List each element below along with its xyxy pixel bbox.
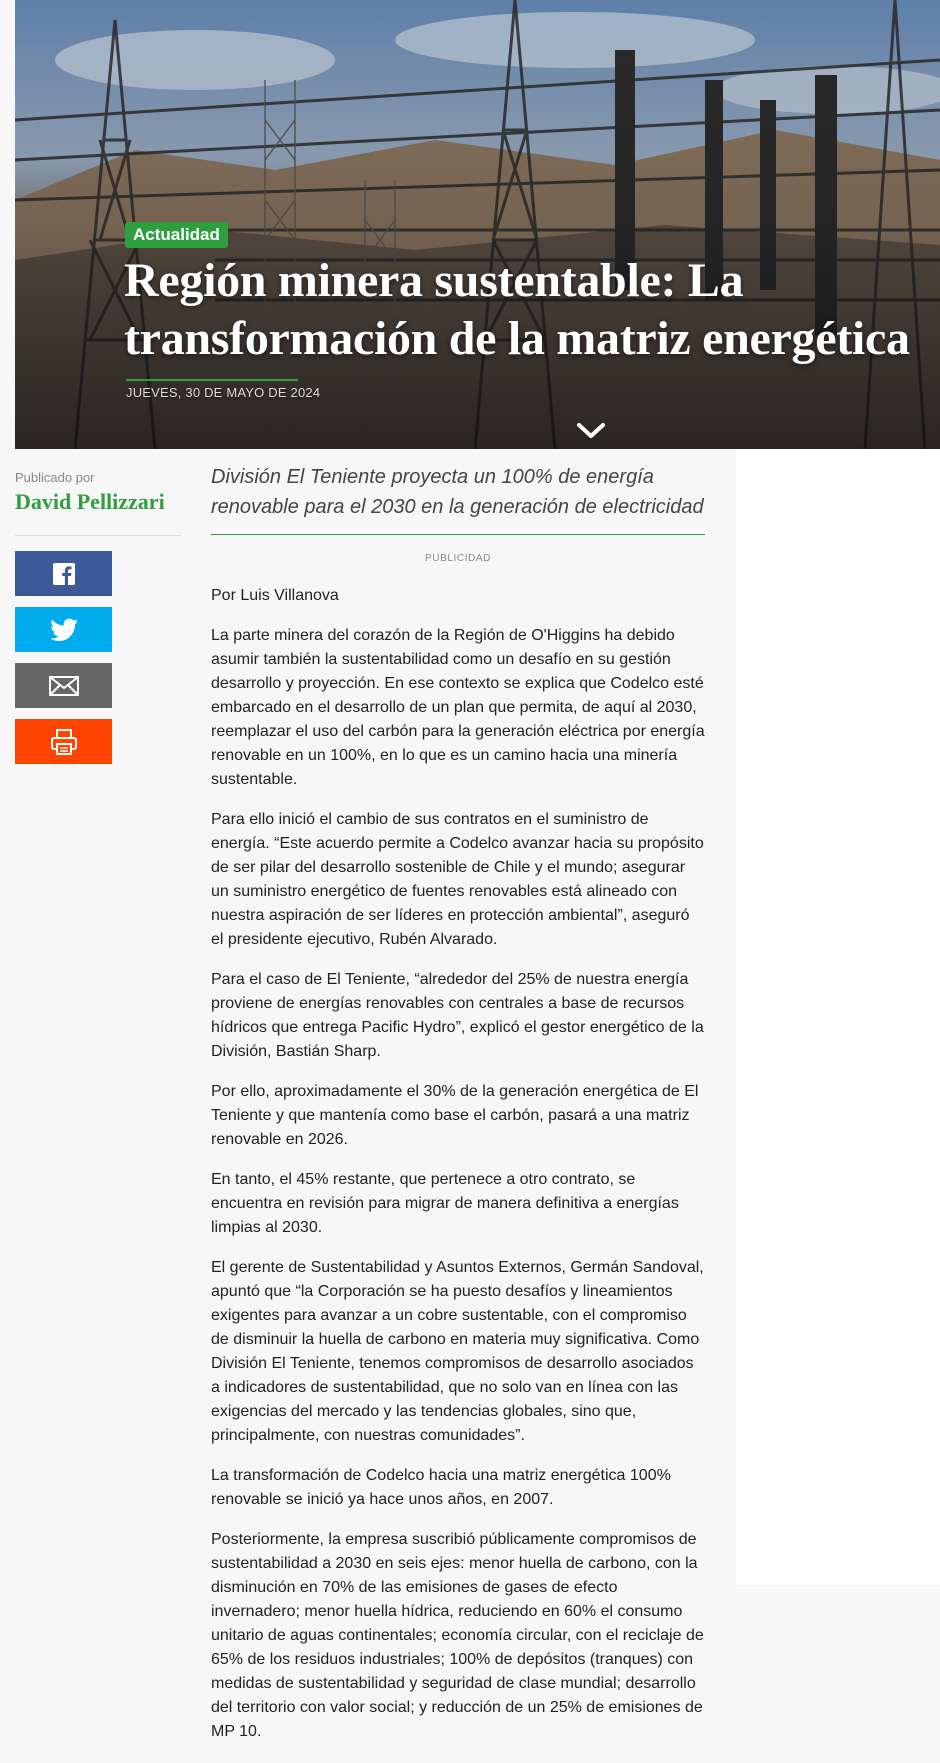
twitter-icon (50, 618, 78, 641)
advertising-label: PUBLICIDAD (424, 553, 491, 564)
facebook-icon (53, 563, 75, 585)
page-title (124, 252, 940, 368)
page-title-line-1: Región minera sustentable: La (124, 254, 744, 307)
article-paragraph: La transformación de Codelco hacia una matriz energética 100% renovable se inició ya hace unos años, en 2007. (211, 1467, 671, 1508)
article-lead (211, 462, 705, 535)
category-badge[interactable]: Actualidad (125, 222, 228, 248)
article-paragraph: En tanto, el 45% restante, que pertenece a otro contrato, se encuentra en revisión para migrar de manera definitiva a energías limpias al 2030. (211, 1171, 679, 1236)
published-by-label: Publicado por (15, 470, 95, 485)
author-name[interactable]: David Pellizzari (15, 489, 165, 514)
article-paragraph: La parte minera del corazón de la Región de O'Higgins ha debido asumir también la sustentabilidad como un desafío en su gestión desarrollo y proyección. En ese contexto se explica que Codelco esté embarcado en el desarrollo de un plan que permita, de aquí al 2030, reemplazar el uso del carbón para la generación eléctrica por energía renovable en un 100%, en lo que es un camino hacia una minería sustentable. (211, 627, 705, 788)
article-lead-line-1: División El Teniente proyecta un 100% de energía (211, 466, 654, 488)
publish-date: JUEVES, 30 DE MAYO DE 2024 (126, 385, 321, 400)
article-sidebar (15, 462, 181, 764)
hero-banner (15, 0, 940, 449)
date-divider (126, 379, 298, 381)
chevron-down-icon[interactable] (575, 420, 607, 442)
article-paragraph: Para el caso de El Teniente, “alrededor del 25% de nuestra energía proviene de energías renovables con centrales a base de recursos hídricos que entrega Pacific Hydro”, explicó el gestor energético de la División, Bastián Sharp. (211, 971, 704, 1060)
sidebar-divider (15, 535, 181, 536)
share-facebook-button[interactable] (15, 551, 112, 596)
printer-icon (50, 728, 78, 756)
page-background-right (736, 1585, 940, 1763)
print-button[interactable] (15, 719, 112, 764)
article-body (211, 462, 705, 1760)
article-paragraph: El gerente de Sustentabilidad y Asuntos Externos, Germán Sandoval, apuntó que “la Corporación se ha puesto desafíos y lineamientos exigentes para avanzar a un cobre sustentable, con el compromiso de disminuir la huella de carbono en materia muy significativa. Como División El Teniente, tenemos compromisos de desarrollo asociados a indicadores de sustentabilidad, que no solo van en línea con las exigencias del mercado y las tendencias globales, sino que, principalmente, con nuestras comunidades”. (211, 1259, 704, 1444)
page-title-line-2: transformación de la matriz energética (124, 312, 910, 365)
byline: Por Luis Villanova (211, 587, 339, 604)
share-twitter-button[interactable] (15, 607, 112, 652)
share-email-button[interactable] (15, 663, 112, 708)
mail-icon (49, 676, 79, 696)
article-paragraph: Por ello, aproximadamente el 30% de la generación energética de El Teniente y que mantenía como base el carbón, pasará a una matriz renovable en 2026. (211, 1083, 699, 1148)
article-paragraph: Posteriormente, la empresa suscribió públicamente compromisos de sustentabilidad a 2030 en seis ejes: menor huella de carbono, con la disminución en 70% de las emisiones de gases de efecto invernadero; menor huella hídrica, reduciendo en 60% el consumo unitario de aguas continentales; economía circular, con el reciclaje de 65% de los residuos industriales; 100% de depósitos (tranques) con medidas de sustentabilidad y seguridad de clase mundial; desarrollo del territorio con valor social; y reducción de un 25% de emisiones de MP 10. (211, 1531, 704, 1740)
article-lead-line-2: renovable para el 2030 en la generación de electricidad (211, 496, 704, 518)
article-paragraph: Para ello inició el cambio de sus contratos en el suministro de energía. “Este acuerdo permite a Codelco avanzar hacia su propósito de ser pilar del desarrollo sostenible de Chile y el mundo; asegurar un suministro energético de fuentes renovables está alineado con nuestra aspiración de ser líderes en protección ambiental”, aseguró el presidente ejecutivo, Rubén Alvarado. (211, 811, 704, 948)
